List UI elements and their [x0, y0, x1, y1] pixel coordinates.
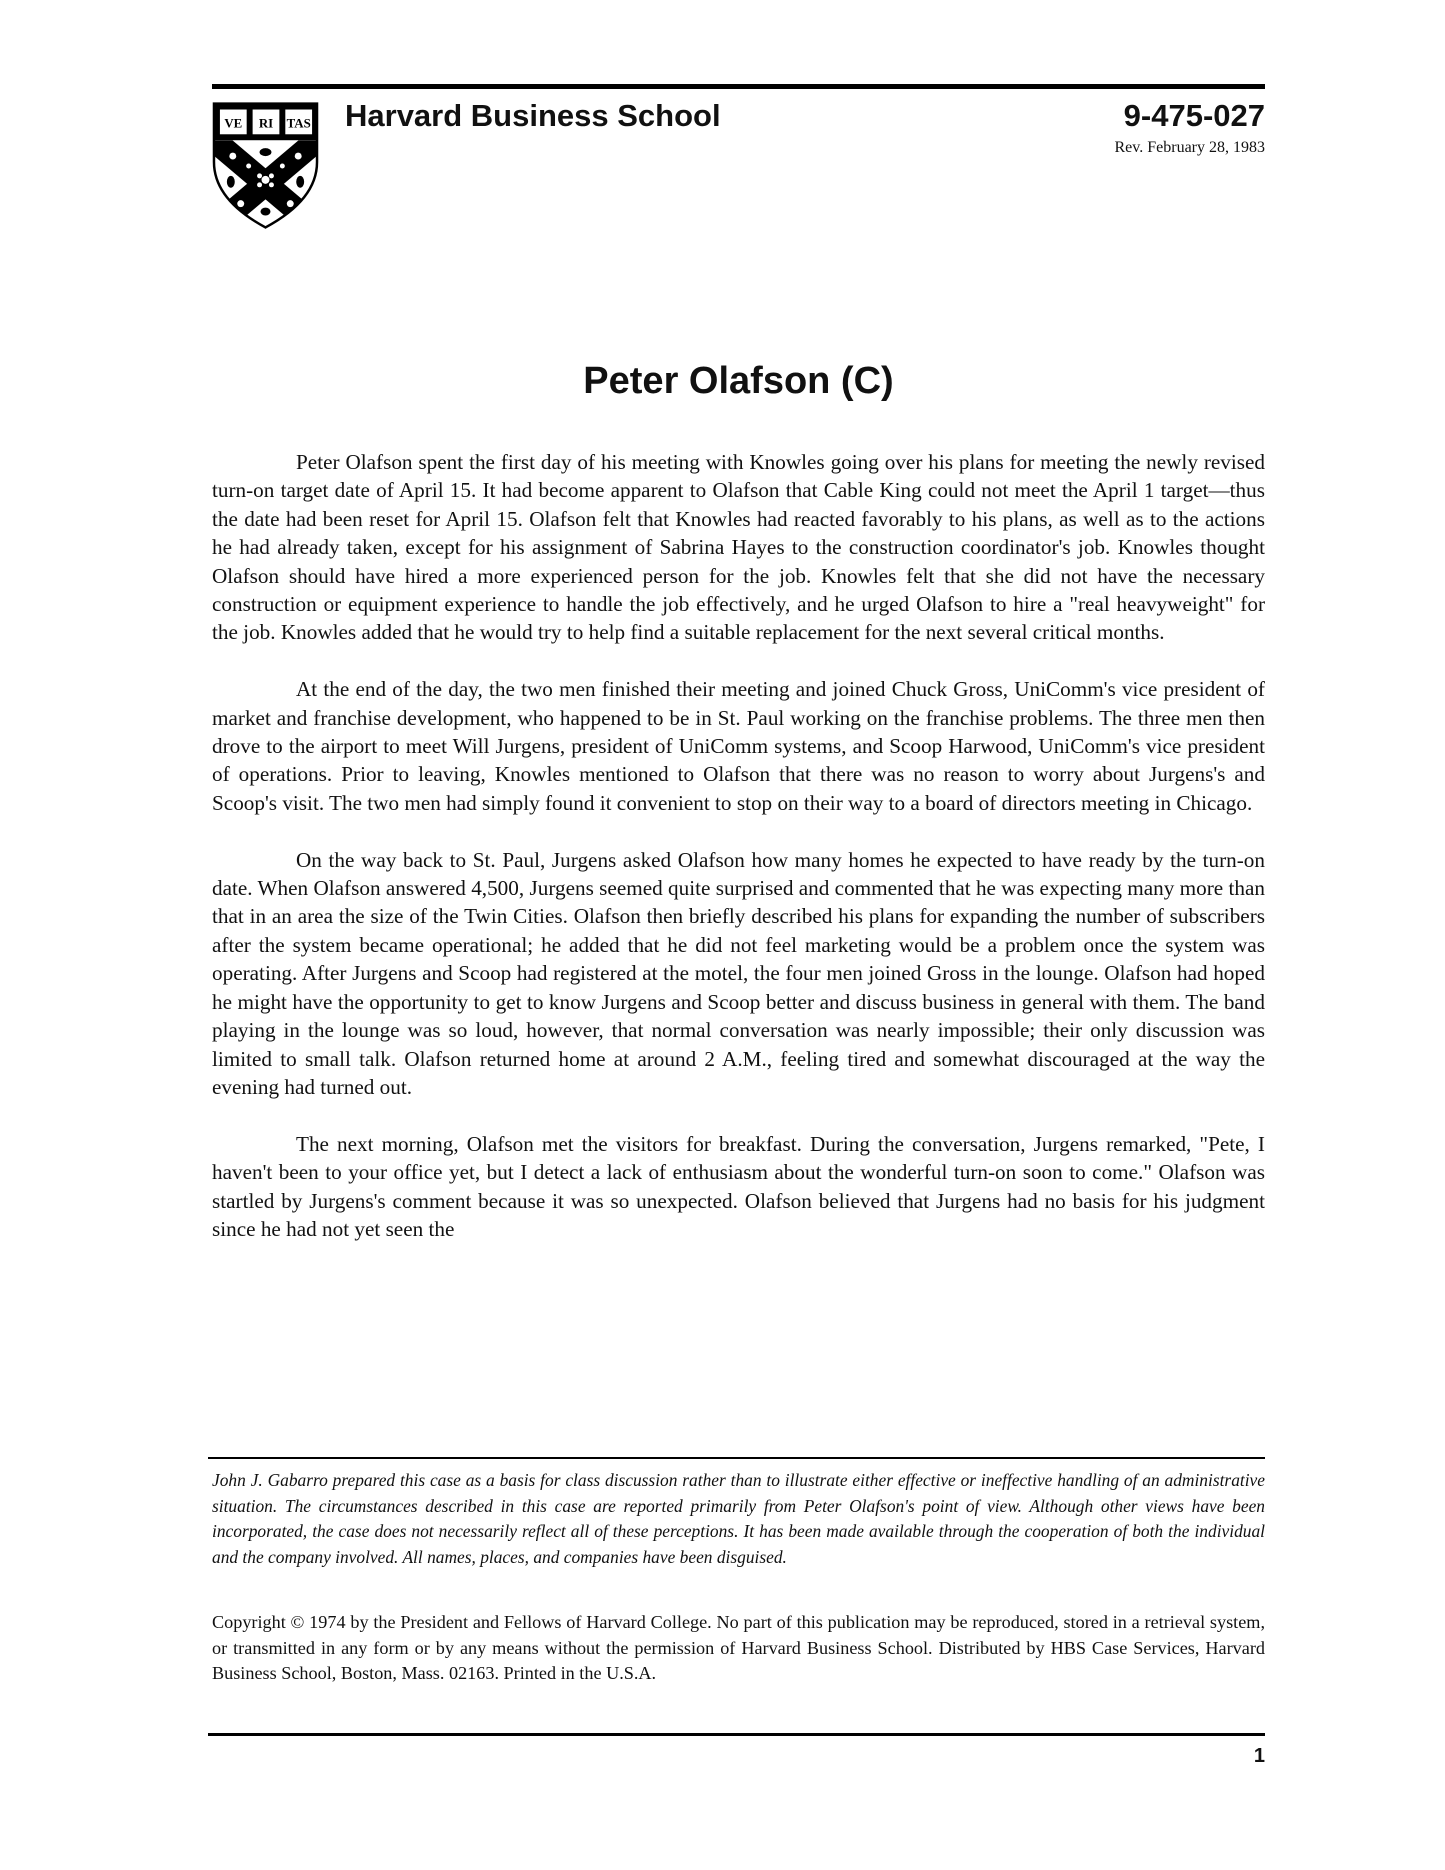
- body-paragraph: Peter Olafson spent the first day of his meeting with Knowles going over his plans for meeting the newly revised turn-on target date of April 15. It had become apparent to Olafson that Cable King could not meet the April 1 target—thus the date had been reset for April 15. Olafson felt that Knowles had reacted favorably to his plans, as well as to the actions he had already taken, except for his assignment of Sabrina Hayes to the construction coordinator's job. Knowles thought Olafson should have hired a more experienced person for the job. Knowles felt that she did not have the necessary construction or equipment experience to handle the job effectively, and he urged Olafson to hire a "real heavyweight" for the job. Knowles added that he would try to help find a suitable replacement for the next several critical months.: [212, 450, 1265, 645]
- case-body: [212, 448, 1265, 1272]
- author-footnote: John J. Gabarro prepared this case as a basis for class discussion rather than to illustrate either effective or ineffective handling of an administrative situation. The circumstances described in this case are reported primarily from Peter Olafson's point of view. Although other views have been incorporated, the case does not necessarily reflect all of these perceptions. It has been made available through the cooperation of both the individual and the company involved. All names, places, and companies have been disguised.: [212, 1470, 1265, 1567]
- copyright-notice: Copyright © 1974 by the President and Fellows of Harvard College. No part of this publication may be reproduced, stored in a retrieval system, or transmitted in any form or by any means without the permission of Harvard Business School. Distributed by HBS Case Services, Harvard Business School, Boston, Mass. 02163. Printed in the U.S.A.: [212, 1612, 1265, 1683]
- motto-ve: VE: [224, 116, 243, 131]
- page-number: 1: [1253, 1745, 1265, 1767]
- motto-ri: RI: [258, 116, 274, 131]
- case-title: Peter Olafson (C): [583, 360, 894, 402]
- footer-rule: [208, 1733, 1265, 1736]
- footnote-rule: [208, 1457, 1265, 1459]
- body-paragraph: At the end of the day, the two men finished their meeting and joined Chuck Gross, UniComm's vice president of market and franchise development, who happened to be in St. Paul working on the franchise problems. The three men then drove to the airport to meet Will Jurgens, president of UniComm systems, and Scoop Harwood, UniComm's vice president of operations. Prior to leaving, Knowles mentioned to Olafson that there was no reason to worry about Jurgens's and Scoop's visit. The two men had simply found it convenient to stop on their way to a board of directors meeting in Chicago.: [212, 677, 1265, 815]
- header-rule: [212, 84, 1265, 89]
- hbs-shield-icon: [211, 100, 320, 230]
- case-number: 9-475-027: [1123, 98, 1265, 133]
- revision-date: Rev. February 28, 1983: [1114, 139, 1265, 156]
- body-paragraph: On the way back to St. Paul, Jurgens asked Olafson how many homes he expected to have ready by the turn-on date. When Olafson answered 4,500, Jurgens seemed quite surprised and commented that he was expecting many more than that in an area the size of the Twin Cities. Olafson then briefly described his plans for expanding the number of subscribers after the system became operational; he added that he did not feel marketing would be a problem once the system was operating. After Jurgens and Scoop had registered at the motel, the four men joined Gross in the lounge. Olafson had hoped he might have the opportunity to get to know Jurgens and Scoop better and discuss business in general with them. The band playing in the lounge was so loud, however, that normal conversation was nearly impossible; their only discussion was limited to small talk. Olafson returned home at around 2 A.M., feeling tired and somewhat discouraged at the way the evening had turned out.: [212, 847, 1265, 1099]
- body-paragraph: The next morning, Olafson met the visitors for breakfast. During the conversation, Jurgens remarked, "Pete, I haven't been to your office yet, but I detect a lack of enthusiasm about the wonderful turn-on soon to come." Olafson was startled by Jurgens's comment because it was so unexpected. Olafson believed that Jurgens had no basis for his judgment since he had not yet seen the: [212, 1131, 1265, 1241]
- school-name: Harvard Business School: [345, 98, 721, 133]
- motto-tas: TAS: [286, 116, 311, 131]
